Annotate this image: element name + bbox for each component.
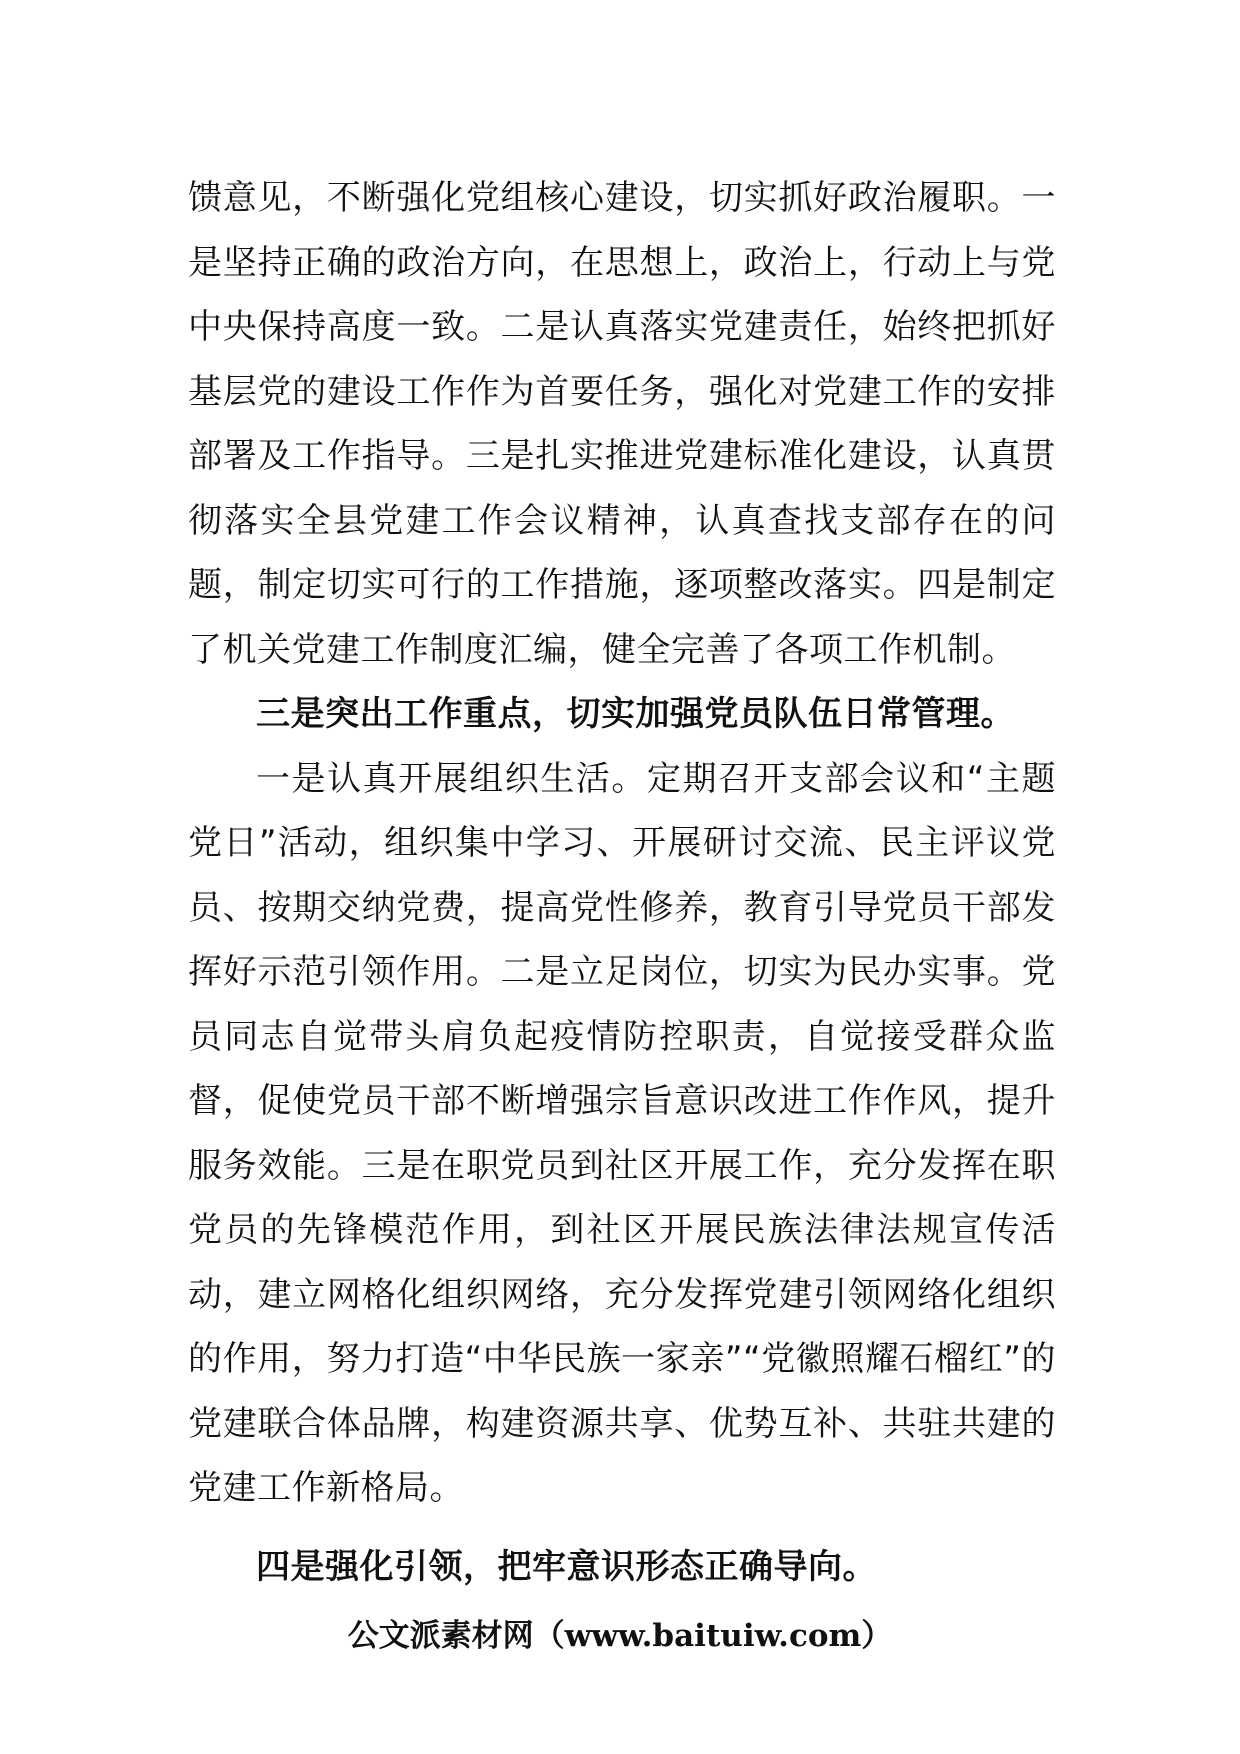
- paragraph-continuation: 馈意见，不断强化党组核心建设，切实抓好政治履职。一是坚持正确的政治方向，在思想上，政治上，行动上与党中央保持高度一致。二是认真落实党建责任，始终把抓好基层党的建设工作作为首要任务，强化对党建工作的安排部署及工作指导。三是扎实推进党建标准化建设，认真贯彻落实全县党建工作会议精神，认真查找支部存在的问题，制定切实可行的工作措施，逐项整改落实。四是制定了机关党建工作制度汇编，健全完善了各项工作机制。: [188, 178, 1056, 670]
- footer-watermark: 公文派素材网（www.baituiw.com）: [347, 1618, 893, 1654]
- document-body: [188, 166, 1056, 1599]
- section-heading-4: 四是强化引领，把牢意识形态正确导向。: [256, 1546, 877, 1587]
- paragraph-section-3: 一是认真开展组织生活。定期召开支部会议和“主题党日”活动，组织集中学习、开展研讨交流、民主评议党员、按期交纳党费，提高党性修养，教育引导党员干部发挥好示范引领作用。二是立足岗位，切实为民办实事。党员同志自觉带头肩负起疫情防控职责，自觉接受群众监督，促使党员干部不断增强宗旨意识改进工作作风，提升服务效能。三是在职党员到社区开展工作，充分发挥在职党员的先锋模范作用，到社区开展民族法律法规宣传活动，建立网格化组织网络，充分发挥党建引领网络化组织的作用，努力打造“中华民族一家亲”“党徽照耀石榴红”的党建联合体品牌，构建资源共享、优势互补、共驻共建的党建工作新格局。: [188, 758, 1056, 1508]
- section-heading-3: 三是突出工作重点，切实加强党员队伍日常管理。: [256, 694, 1015, 734]
